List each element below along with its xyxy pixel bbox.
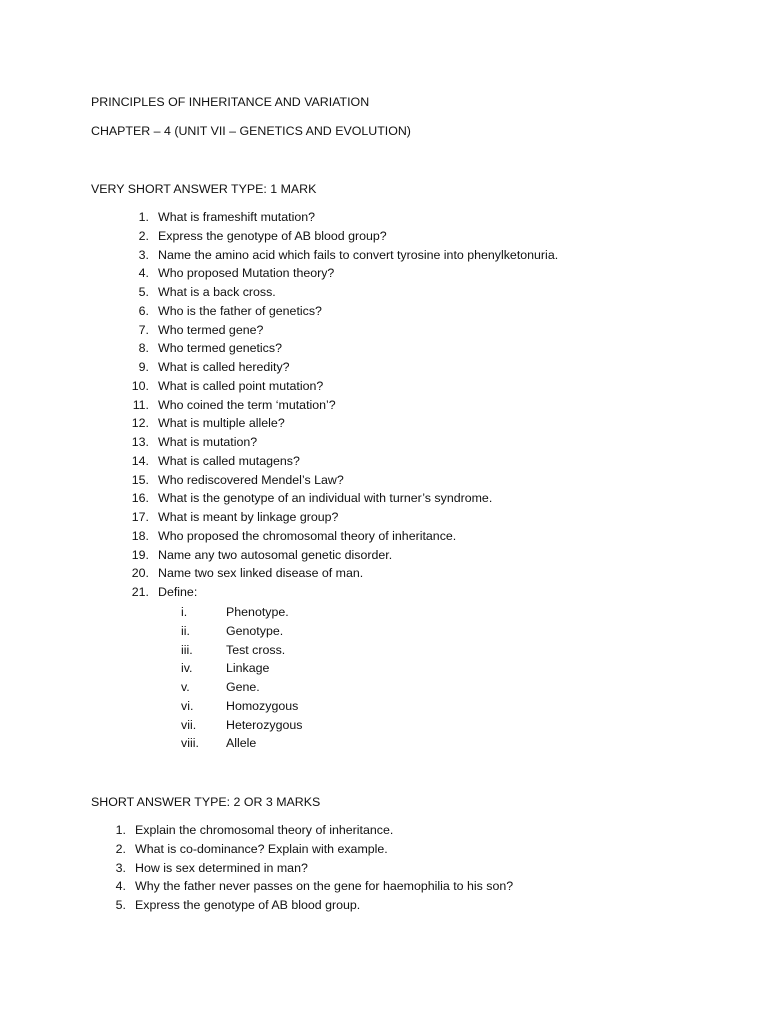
define-item-number: viii.: [181, 736, 199, 751]
define-item-text: Allele: [226, 736, 257, 751]
short-question-item-text: Why the father never passes on the gene for haemophilia to his son?: [135, 879, 514, 894]
define-item-number: v.: [181, 680, 190, 694]
question-item-number: 17.: [131, 510, 149, 524]
question-item-text: Name any two autosomal genetic disorder.: [158, 547, 393, 562]
short-question-item-number: 1.: [115, 823, 126, 837]
short-question-item-number: 3.: [115, 860, 126, 875]
question-item-text: Who termed genetics?: [158, 341, 282, 356]
question-item-number: 10.: [131, 378, 149, 393]
define-item-text: Phenotype.: [226, 605, 289, 619]
question-item-text: What is multiple allele?: [158, 416, 285, 431]
question-item-text: Who coined the term ‘mutation’?: [158, 397, 336, 412]
question-item-number: 2.: [138, 228, 149, 243]
question-item-text: Who rediscovered Mendel’s Law?: [158, 472, 344, 487]
question-item-text: What is the genotype of an individual with turner’s syndrome.: [158, 491, 493, 506]
define-item-number: ii.: [181, 623, 190, 638]
question-item-number: 11.: [132, 397, 149, 412]
question-item-text: What is frameshift mutation?: [158, 210, 316, 224]
question-item-number: 5.: [138, 285, 149, 299]
question-item-text: Who proposed the chromosomal theory of inheritance.: [158, 528, 457, 543]
question-item-number: 15.: [131, 472, 149, 487]
question-item-number: 7.: [138, 322, 149, 337]
question-item-number: 13.: [131, 435, 149, 449]
question-item-number: 9.: [138, 360, 149, 374]
question-item-text: What is called heredity?: [158, 360, 290, 374]
question-item-number: 14.: [131, 453, 149, 468]
question-item-text: Who is the father of genetics?: [158, 303, 322, 318]
question-item-text: Who termed gene?: [158, 322, 264, 337]
define-item-text: Genotype.: [226, 623, 284, 638]
question-item-number: 21.: [131, 585, 149, 599]
define-item-number: vi.: [181, 698, 194, 713]
short-section-heading: SHORT ANSWER TYPE: 2 OR 3 MARKS: [91, 795, 321, 809]
question-item-text: Name two sex linked disease of man.: [158, 566, 364, 581]
question-item-number: 16.: [131, 491, 149, 506]
question-item-number: 19.: [131, 547, 149, 562]
chapter-heading: CHAPTER – 4 (UNIT VII – GENETICS AND EVOLUTION): [91, 124, 411, 138]
define-item-number: iii.: [181, 642, 193, 657]
define-item-text: Homozygous: [226, 698, 299, 713]
document-title: PRINCIPLES OF INHERITANCE AND VARIATION: [91, 95, 370, 109]
define-item-number: vii.: [181, 717, 197, 732]
short-question-item-number: 2.: [115, 841, 126, 856]
question-item-number: 12.: [131, 416, 149, 431]
short-question-item-number: 4.: [115, 879, 126, 894]
question-item-text: Define:: [158, 585, 198, 599]
question-item-text: What is a back cross.: [158, 285, 276, 299]
question-item-number: 3.: [138, 247, 149, 262]
define-item-text: Linkage: [226, 661, 270, 676]
define-item-number: i.: [181, 605, 188, 619]
define-item-text: Heterozygous: [226, 717, 303, 732]
question-item-number: 4.: [138, 266, 149, 281]
short-question-item-number: 5.: [115, 898, 126, 912]
question-item-text: What is called mutagens?: [158, 453, 300, 468]
question-item-text: What is meant by linkage group?: [158, 510, 339, 524]
short-question-item-text: What is co-dominance? Explain with example.: [135, 841, 388, 856]
short-question-item-text: How is sex determined in man?: [135, 860, 308, 875]
question-item-text: Who proposed Mutation theory?: [158, 266, 335, 281]
question-item-number: 20.: [131, 566, 149, 581]
short-question-item-text: Express the genotype of AB blood group.: [135, 898, 361, 912]
question-item-number: 6.: [138, 303, 149, 318]
define-item-text: Gene.: [226, 680, 260, 694]
question-item-number: 8.: [138, 341, 149, 356]
define-item-text: Test cross.: [226, 642, 286, 657]
question-item-text: Name the amino acid which fails to convert tyrosine into phenylketonuria.: [158, 247, 559, 262]
very-short-section-heading: VERY SHORT ANSWER TYPE: 1 MARK: [91, 182, 317, 196]
short-question-item-text: Explain the chromosomal theory of inheritance.: [135, 823, 394, 837]
define-item-number: iv.: [181, 661, 193, 676]
question-item-text: What is mutation?: [158, 435, 258, 449]
question-item-text: What is called point mutation?: [158, 378, 324, 393]
question-item-number: 1.: [138, 210, 149, 224]
question-item-number: 18.: [131, 528, 149, 543]
question-item-text: Express the genotype of AB blood group?: [158, 228, 387, 243]
